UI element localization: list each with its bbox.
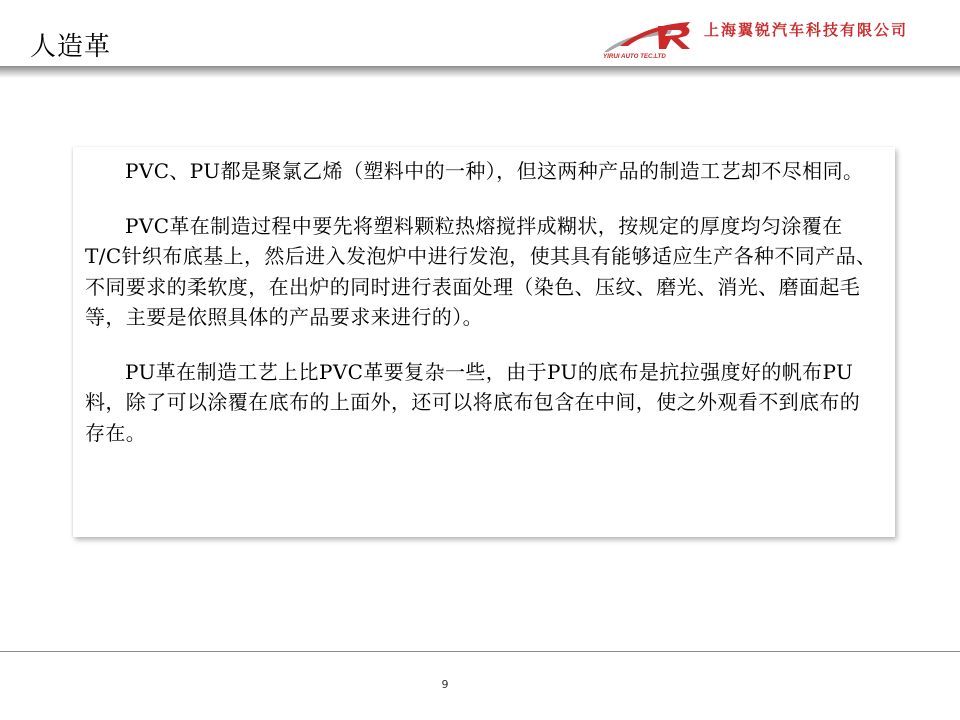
header-divider-bar: [0, 66, 960, 78]
paragraph: PVC、PU都是聚氯乙烯（塑料中的一种），但这两种产品的制造工艺却不尽相同。: [125, 159, 864, 183]
paragraph: PVC革在制造过程中要先将塑料颗粒热熔搅拌成糊状，按规定的厚度均匀涂覆在T/C针织布底基上，然后进入发泡炉中进行发泡，使其具有能够适应生产各种不同产品、不同要求的柔软度，在出炉的同时进行表面处理（染色、压纹、磨光、消光、磨面起毛等，主要是依照具体的产品要求来进行的）。: [85, 213, 877, 329]
paragraph: PU革在制造工艺上比PVC革要复杂一些，由于PU的底布是抗拉强度好的帆布PU料，除了可以涂覆在底布的上面外，还可以将底布包含在中间，使之外观看不到底布的存在。: [85, 359, 861, 445]
company-name: 上海翼锐汽车科技有限公司: [704, 21, 909, 39]
content-box: [73, 147, 895, 537]
logo-text: YIRUI AUTO TEC.LTD: [603, 53, 666, 60]
page-number: 9: [441, 678, 449, 691]
slide-title: 人造革: [30, 32, 112, 62]
company-logo: [598, 16, 702, 60]
footer-divider: [0, 651, 960, 652]
logo-letter: [658, 26, 690, 49]
